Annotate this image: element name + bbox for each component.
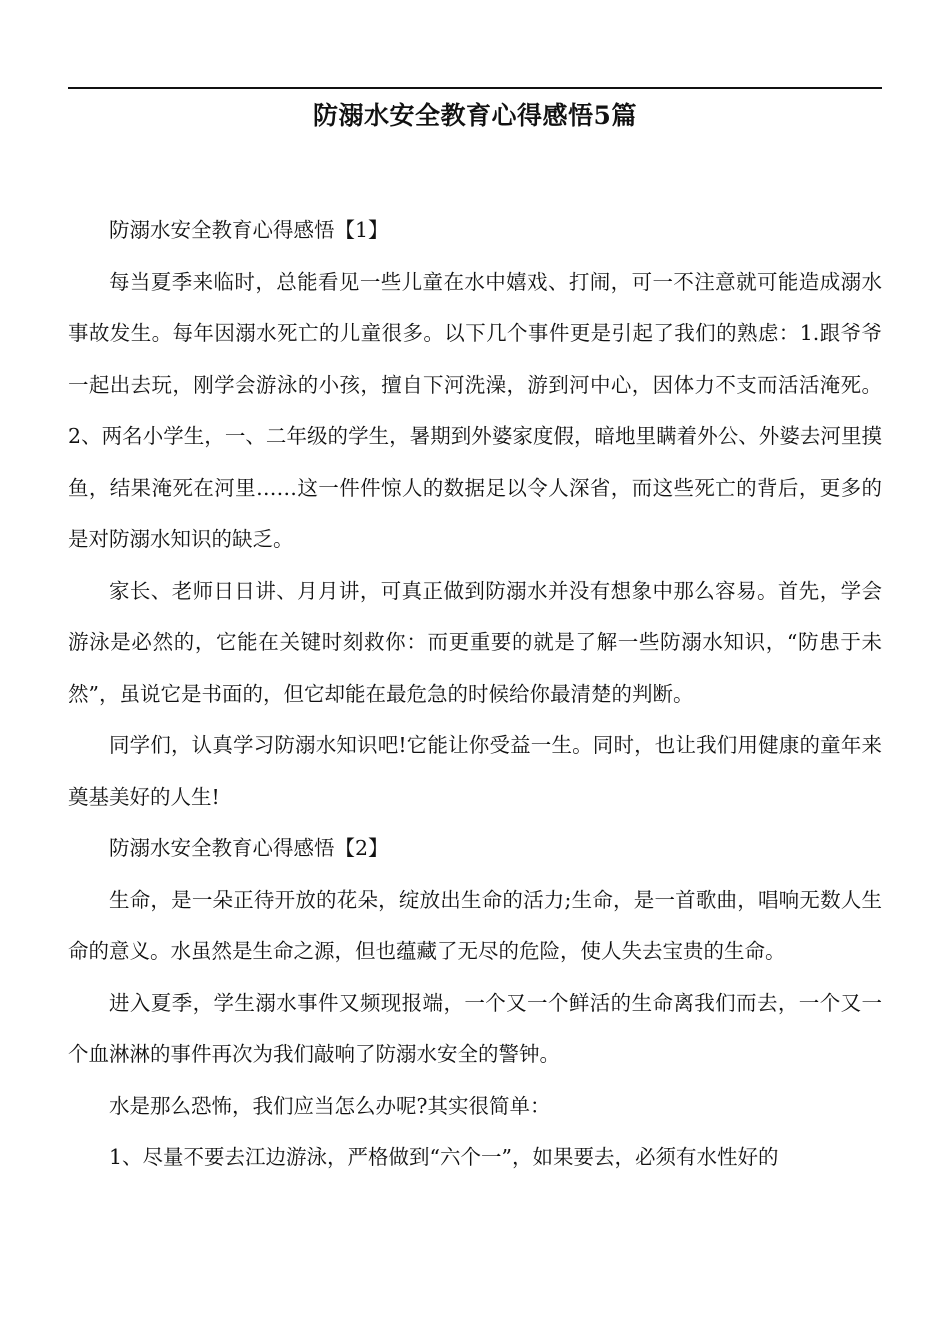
section-heading-2: 防溺水安全教育心得感悟【2】 bbox=[109, 836, 389, 860]
section-heading-1: 防溺水安全教育心得感悟【1】 bbox=[109, 218, 389, 242]
body-paragraph: 家长、老师日日讲、月月讲，可真正做到防溺水并没有想象中那么容易。首先，学会游泳是必然的，它能在关键时刻救你：而更重要的就是了解一些防溺水知识，“防患于未然”，虽说它是书面的，但它却能在最危急的时候给你最清楚的判断。 bbox=[68, 578, 882, 706]
document-body bbox=[68, 205, 882, 1184]
body-paragraph: 每当夏季来临时，总能看见一些儿童在水中嬉戏、打闹，可一不注意就可能造成溺水事故发生。每年因溺水死亡的儿童很多。以下几个事件更是引起了我们的熟虑：1.跟爷爷一起出去玩，刚学会游泳的小孩，擅自下河洗澡，游到河中心，因体力不支而活活淹死。2、两名小学生，一、二年级的学生，暑期到外婆家度假，暗地里瞒着外公、外婆去河里摸鱼，结果淹死在河里……这一件件惊人的数据足以令人深省，而这些死亡的背后，更多的是对防溺水知识的缺乏。 bbox=[68, 269, 882, 551]
body-paragraph: 同学们，认真学习防溺水知识吧!它能让你受益一生。同时，也让我们用健康的童年来奠基美好的人生! bbox=[68, 733, 882, 809]
body-paragraph: 生命，是一朵正待开放的花朵，绽放出生命的活力;生命，是一首歌曲，唱响无数人生命的意义。水虽然是生命之源，但也蕴藏了无尽的危险，使人失去宝贵的生命。 bbox=[68, 887, 882, 963]
header-rule bbox=[68, 87, 882, 89]
body-paragraph: 水是那么恐怖，我们应当怎么办呢?其实很简单： bbox=[109, 1093, 551, 1118]
body-paragraph: 1、尽量不要去江边游泳，严格做到“六个一”，如果要去，必须有水性好的 bbox=[109, 1145, 779, 1169]
body-paragraph: 进入夏季，学生溺水事件又频现报端，一个又一个鲜活的生命离我们而去，一个又一个血淋淋的事件再次为我们敲响了防溺水安全的警钟。 bbox=[68, 990, 882, 1066]
document-title: 防溺水安全教育心得感悟5篇 bbox=[313, 101, 637, 130]
